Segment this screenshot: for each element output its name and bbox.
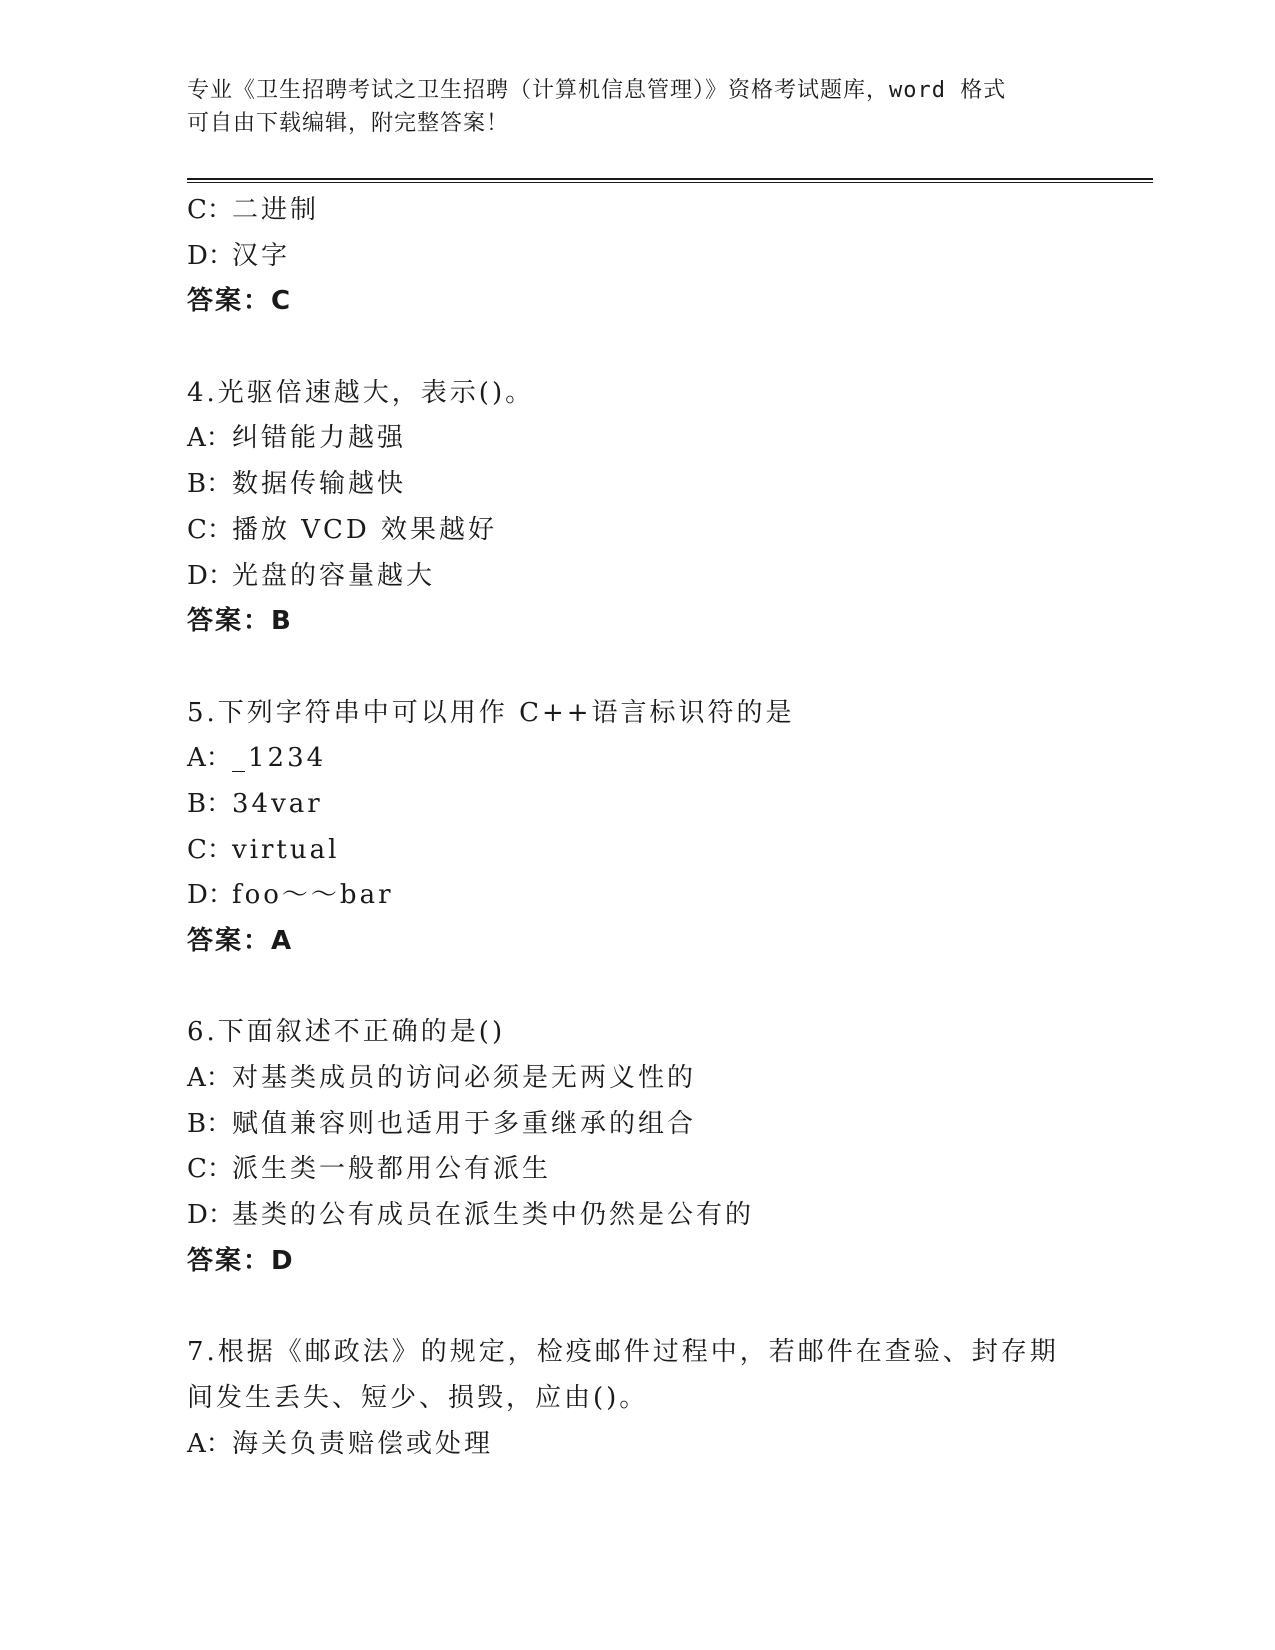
option-letter: D： bbox=[187, 240, 234, 271]
option-a bbox=[187, 736, 1087, 782]
option-letter: A： bbox=[187, 1063, 232, 1094]
answer-line: 答案：A bbox=[187, 926, 294, 956]
question-list bbox=[187, 188, 1087, 1467]
option-text: 对基类成员的访问必须是无两义性的 bbox=[232, 1063, 697, 1094]
option-text: 汉字 bbox=[232, 240, 291, 271]
option-text: 海关负责赔偿或处理 bbox=[232, 1428, 494, 1459]
spacer bbox=[187, 1285, 1087, 1331]
question-text: 5.下列字符串中可以用作 C++语言标识符的是 bbox=[187, 697, 795, 728]
option-text: 光盘的容量越大 bbox=[232, 560, 436, 591]
option-letter: C： bbox=[187, 195, 233, 225]
option-text: foo～～bar bbox=[232, 880, 394, 911]
option-letter: C： bbox=[187, 834, 233, 865]
answer-line: 答案：C bbox=[187, 286, 293, 317]
option-text: 二进制 bbox=[232, 195, 320, 225]
option-letter: D： bbox=[187, 880, 234, 911]
option-text: _1234 bbox=[232, 743, 327, 774]
spacer bbox=[187, 965, 1087, 1011]
option-letter: A： bbox=[187, 423, 232, 454]
option-c bbox=[187, 508, 1087, 554]
option-a bbox=[187, 1422, 1087, 1468]
option-letter: C： bbox=[187, 514, 233, 545]
question-text-line-2: 间发生丢失、短少、损毁，应由()。 bbox=[187, 1382, 649, 1413]
option-a bbox=[187, 1056, 1087, 1102]
spacer bbox=[187, 645, 1087, 691]
option-letter: A： bbox=[187, 743, 232, 774]
question-6 bbox=[187, 1010, 1087, 1284]
option-text: 34var bbox=[232, 788, 323, 819]
option-d bbox=[187, 873, 1087, 919]
option-text: virtual bbox=[232, 834, 340, 865]
option-letter: B： bbox=[187, 469, 233, 500]
header-line-1: 专业《卫生招聘考试之卫生招聘（计算机信息管理）》资格考试题库，word 格式 bbox=[187, 78, 1007, 103]
option-letter: A： bbox=[187, 1428, 232, 1459]
question-4 bbox=[187, 371, 1087, 645]
option-b bbox=[187, 1102, 1087, 1148]
answer-line: 答案：B bbox=[187, 606, 293, 637]
spacer bbox=[187, 325, 1087, 371]
question-text: 4.光驱倍速越大，表示()。 bbox=[187, 377, 535, 408]
option-letter: C： bbox=[187, 1154, 233, 1185]
option-letter: D： bbox=[187, 560, 234, 591]
option-d bbox=[187, 234, 1087, 280]
answer-line: 答案：D bbox=[187, 1245, 295, 1276]
option-letter: B： bbox=[187, 788, 233, 819]
option-d bbox=[187, 1193, 1087, 1239]
question-7 bbox=[187, 1330, 1087, 1467]
document-header bbox=[187, 74, 1067, 140]
question-text: 6.下面叙述不正确的是() bbox=[187, 1017, 506, 1048]
option-text: 播放 VCD 效果越好 bbox=[232, 514, 498, 545]
header-divider-thick bbox=[187, 178, 1153, 180]
option-text: 赋值兼容则也适用于多重继承的组合 bbox=[232, 1108, 697, 1139]
option-letter: D： bbox=[187, 1200, 234, 1231]
option-text: 基类的公有成员在派生类中仍然是公有的 bbox=[232, 1200, 755, 1231]
header-line-2: 可自由下载编辑，附完整答案！ bbox=[187, 111, 510, 136]
option-c bbox=[187, 1147, 1087, 1193]
option-text: 数据传输越快 bbox=[232, 469, 407, 500]
option-c bbox=[187, 188, 1087, 234]
option-b bbox=[187, 782, 1087, 828]
question-text-line-1: 7.根据《邮政法》的规定，检疫邮件过程中，若邮件在查验、封存期 bbox=[187, 1337, 1059, 1368]
option-text: 纠错能力越强 bbox=[232, 423, 407, 454]
option-a bbox=[187, 416, 1087, 462]
option-b bbox=[187, 462, 1087, 508]
question-5 bbox=[187, 691, 1087, 965]
option-c bbox=[187, 828, 1087, 874]
option-d bbox=[187, 554, 1087, 600]
question-3 bbox=[187, 188, 1087, 325]
option-letter: B： bbox=[187, 1108, 233, 1139]
header-divider-thin bbox=[187, 182, 1153, 183]
option-text: 派生类一般都用公有派生 bbox=[232, 1154, 552, 1185]
